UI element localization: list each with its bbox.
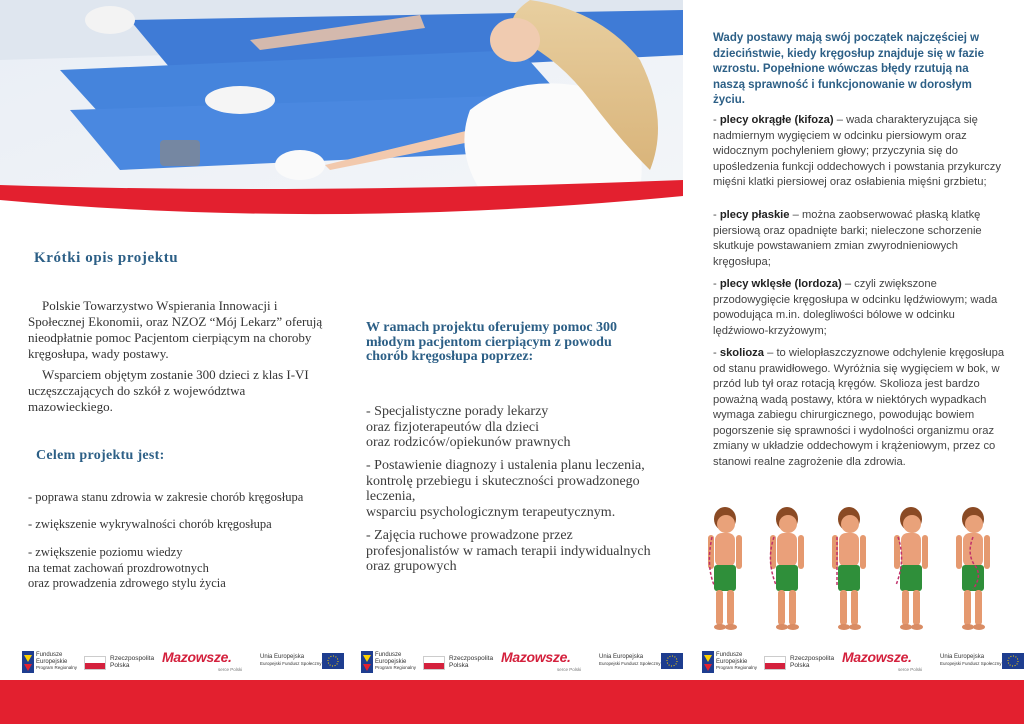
fe-line3: Program Regionalny bbox=[716, 665, 758, 670]
mazowsze-logo bbox=[162, 649, 247, 675]
fe-line1: Fundusze bbox=[375, 652, 402, 658]
polish-flag-icon bbox=[423, 656, 445, 670]
project-description-paragraph: Polskie Towarzystwo Wspierania Innowacji i Społecznej Ekonomii, oraz NZOZ “Mój Lekarz” oferują nieodpłatnie pomoc Pacjentom cierpiącym na choroby kręgosłupa, wady postawy. bbox=[28, 298, 323, 361]
goal-item: - zwiększenie wykrywalności chorób kręgosłupa bbox=[28, 517, 272, 531]
ue-line1: Unia Europejska bbox=[940, 654, 985, 660]
mazowsze-text: Mazowsze. bbox=[501, 649, 571, 665]
rzeczpospolita-logo bbox=[423, 654, 493, 672]
rp-line2: Polska bbox=[790, 662, 810, 669]
defect-term: plecy okrągłe (kifoza) bbox=[719, 114, 834, 126]
ue-line2: Europejski Fundusz Społeczny bbox=[940, 660, 1002, 666]
fe-line2: Europejskie bbox=[36, 658, 68, 665]
rp-line2: Polska bbox=[449, 662, 469, 669]
defect-scoliosis: - skolioza – to wielopłaszczyznowe odchylenie kręgosłupa od stanu prawidłowego. Wyróżnia się wygięciem w bok, w przód lub tył oraz rotacją kręgów. Skolioza jest bardzo poważną wadą postawy, która w niektórych wypadkach wymaga zabiegu chirurgicznego, powodując bowiem pogorszenie się sprawności i wydolności organizmu oraz zmiany w układzie oddechowym i krążeniowym, przez co stanowi realne zagrożenie dla zdrowia. bbox=[713, 347, 1005, 468]
logo-strip bbox=[22, 647, 342, 677]
rp-line1: Rzeczpospolita bbox=[449, 655, 494, 662]
defect-description: – to wielopłaszczyznowe odchylenie kręgosłupa od stanu prawidłowego. Wyróżnia się wygięciem w bok, w przód lub tył oraz rotacją kręgów. Skolioza jest bardzo poważną wadą postawy, która w niektórych wypadkach wymaga zabiegu chirurgicznego, powodując bowiem pogorszenie się sprawności i wydolności organizmu oraz zmiany w układzie oddechowym i krążeniowym, przez co stanowi realne zagrożenie dla zdrowia. bbox=[713, 347, 1005, 468]
defect-description: – wada charakteryzująca się nadmiernym wygięciem w odcinku piersiowym oraz widocznym pochyleniem głowy; przyczynia się do upośledzenia funkcji oddechowych i powstania przykurczy mięśni klatki piersiowej oraz osłabienia mięśni grzbietu; bbox=[713, 114, 1001, 188]
eu-flag-icon bbox=[661, 653, 683, 669]
mazowsze-text: Mazowsze. bbox=[842, 649, 912, 665]
child-figure bbox=[708, 507, 742, 630]
mazowsze-subtext: serce Polski bbox=[898, 667, 923, 672]
hero-photo bbox=[0, 0, 683, 240]
fundusze-europejskie-logo bbox=[702, 651, 762, 673]
rzeczpospolita-logo bbox=[764, 654, 834, 672]
eu-flag-icon bbox=[322, 653, 344, 669]
mazowsze-logo bbox=[842, 649, 927, 675]
ue-line2: Europejski Fundusz Społeczny bbox=[599, 660, 661, 666]
footer-red-bar bbox=[0, 680, 1024, 724]
fundusze-europejskie-logo bbox=[22, 651, 82, 673]
ue-line2: Europejski Fundusz Społeczny bbox=[260, 660, 322, 666]
mazowsze-subtext: serce Polski bbox=[557, 667, 582, 672]
rp-line1: Rzeczpospolita bbox=[790, 655, 835, 662]
offer-item: - Postawienie diagnozy i ustalenia planu leczenia, kontrolę przebiegu i skuteczności prowadzonego leczenia, wsparciu psychologicznym terapeutycznym. bbox=[366, 458, 645, 520]
fe-stars-icon bbox=[361, 651, 373, 673]
mazowsze-text: Mazowsze. bbox=[162, 649, 232, 665]
project-summary-heading: Krótki opis projektu bbox=[34, 250, 179, 266]
posture-figures-illustration bbox=[700, 505, 1015, 635]
unia-europejska-logo bbox=[599, 653, 689, 673]
defect-description: – można zaobserwować płaską klatkę piersiową oraz opadnięte barki; nieleczone schorzenie skutkuje powstawaniem zmian zwyrodnieniowych kręgosłupa; bbox=[713, 209, 982, 268]
fe-line1: Fundusze bbox=[716, 652, 743, 658]
fe-line1: Fundusze bbox=[36, 652, 63, 658]
logo-strip bbox=[361, 647, 681, 677]
eu-flag-icon bbox=[1002, 653, 1024, 669]
polish-flag-icon bbox=[84, 656, 106, 670]
posture-intro-text: Wady postawy mają swój początek najczęściej w dzieciństwie, kiedy kręgosłup znajduje się w fazie wzrostu. Popełnione wówczas błędy rzutują na naszą sprawność i funkcjonowanie w dorosłym życiu. bbox=[713, 32, 984, 106]
fundusze-europejskie-logo bbox=[361, 651, 421, 673]
rp-line1: Rzeczpospolita bbox=[110, 655, 155, 662]
offer-heading: W ramach projektu oferujemy pomoc 300 młodym pacjentom cierpiącym z powodu chorób kręgosłupa poprzez: bbox=[366, 320, 618, 364]
defect-term: plecy płaskie bbox=[719, 209, 790, 221]
ue-line1: Unia Europejska bbox=[599, 654, 644, 660]
ue-line1: Unia Europejska bbox=[260, 654, 305, 660]
offer-item: - Specjalistyczne porady lekarzy oraz fizjoterapeutów dla dzieci oraz rodziców/opiekunów prawnych bbox=[366, 404, 571, 450]
unia-europejska-logo bbox=[260, 653, 350, 673]
fe-stars-icon bbox=[22, 651, 34, 673]
rp-line2: Polska bbox=[110, 662, 130, 669]
defect-kyphosis: - plecy okrągłe (kifoza) – wada charakteryzująca się nadmiernym wygięciem w odcinku piersiowym oraz widocznym pochyleniem głowy; przyczynia się do upośledzenia funkcji oddechowych i powstania przykurczy mięśni klatki piersiowej oraz osłabienia mięśni grzbietu; bbox=[713, 114, 1001, 188]
fe-stars-icon bbox=[702, 651, 714, 673]
goal-item: - poprawa stanu zdrowia w zakresie chorób kręgosłupa bbox=[28, 490, 304, 504]
project-support-paragraph: Wsparciem objętym zostanie 300 dzieci z klas I-VI uczęszczających do szkół z województwa mazowieckiego. bbox=[28, 367, 309, 414]
unia-europejska-logo bbox=[940, 653, 1024, 673]
mazowsze-logo bbox=[501, 649, 586, 675]
goal-item: - zwiększenie poziomu wiedzy na temat zachowań prozdrowotnych oraz prowadzenia zdrowego stylu życia bbox=[28, 545, 226, 590]
fe-line2: Europejskie bbox=[716, 658, 748, 665]
project-goals-heading: Celem projektu jest: bbox=[36, 448, 165, 463]
fe-line3: Program Regionalny bbox=[375, 665, 417, 670]
polish-flag-icon bbox=[764, 656, 786, 670]
logo-strip bbox=[702, 647, 1022, 677]
mazowsze-subtext: serce Polski bbox=[218, 667, 243, 672]
defect-term: plecy wklęsłe (lordoza) bbox=[719, 278, 842, 290]
fe-line3: Program Regionalny bbox=[36, 665, 78, 670]
rzeczpospolita-logo bbox=[84, 654, 154, 672]
defect-term: skolioza bbox=[719, 347, 764, 359]
fe-line2: Europejskie bbox=[375, 658, 407, 665]
defect-description: – czyli zwiększone przodowygięcie kręgosłupa w odcinku lędźwiowym; wada powodująca m.in. dolegliwości bólowe w odcinku lędźwiowo-krzyżowym; bbox=[713, 278, 998, 337]
offer-item: - Zajęcia ruchowe prowadzone przez profesjonalistów w ramach terapii indywidualnych oraz grupowych bbox=[366, 528, 651, 574]
defect-flat-back: - plecy płaskie – można zaobserwować płaską klatkę piersiową oraz opadnięte barki; nieleczone schorzenie skutkuje powstawaniem zmian zwyrodnieniowych kręgosłupa; bbox=[713, 209, 982, 268]
defect-lordosis: - plecy wklęsłe (lordoza) – czyli zwiększone przodowygięcie kręgosłupa w odcinku lędźwiowym; wada powodująca m.in. dolegliwości bólowe w odcinku lędźwiowo-krzyżowym; bbox=[713, 278, 998, 337]
